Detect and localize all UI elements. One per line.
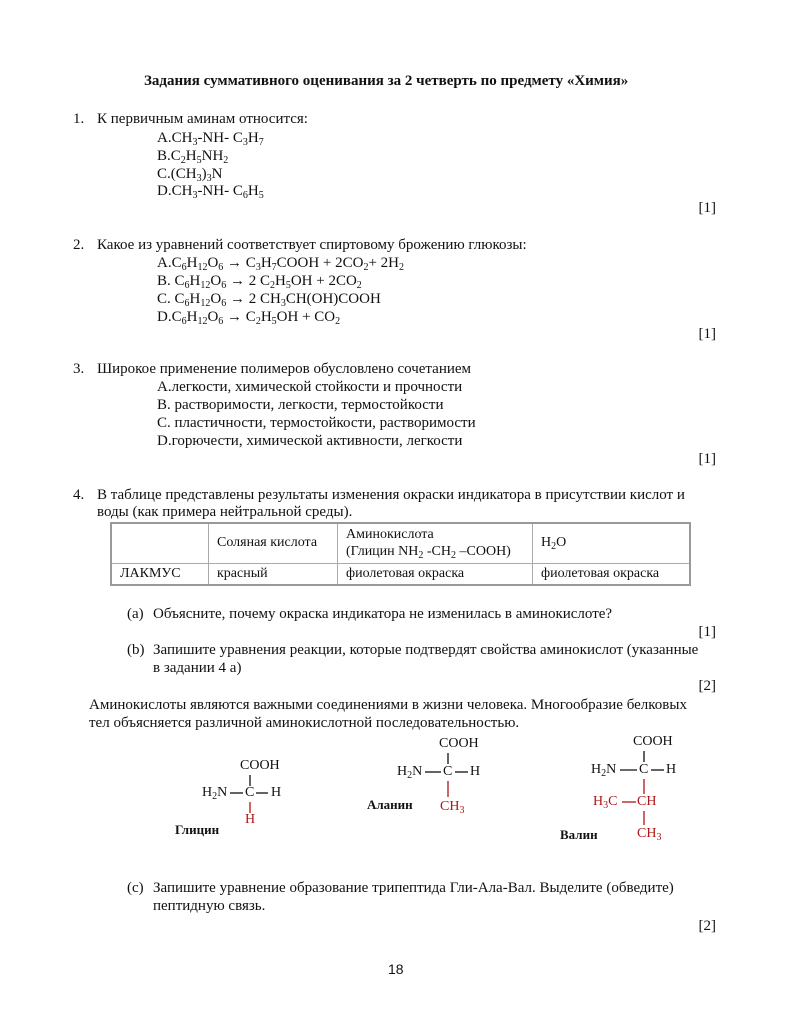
- q1-number: 1.: [73, 111, 85, 127]
- q3-text: Широкое применение полимеров обусловлено сочетанием: [97, 361, 472, 377]
- glycine-label: Глицин: [175, 822, 220, 837]
- table-cell-water: фиолетовая окраска: [533, 563, 691, 585]
- q1-option-b: $B.C_2H_5NH_2$: [157, 148, 229, 166]
- intro-line2: тел объясняется различной аминокислотной последовательностью.: [89, 715, 520, 731]
- q4c-label: (c): [127, 880, 144, 896]
- q4c-text-line1: Запишите уравнение образование трипептида Гли-Ала-Вал. Выделите (обведите): [153, 880, 674, 896]
- q2-option-a: $A.C_6H_{12}O_6$ → $C_3H_7COOH + 2CO_2+ 2H_2$: [157, 255, 405, 273]
- q1-text: К первичным аминам относится:: [97, 111, 308, 127]
- q3-option-b: B. растворимости, легкости, термостойкости: [157, 397, 444, 413]
- q4b-label: (b): [127, 642, 145, 658]
- q4b-text-line1: Запишите уравнения реакции, которые подтвердят свойства аминокислот (указанные: [153, 642, 699, 658]
- q2-option-b: B. $C_6H_{12}O_6 \to 2$ $C_2H_5OH + 2CO_2$: [157, 273, 362, 291]
- valine-label: Валин: [560, 827, 598, 842]
- q4a-text: Объясните, почему окраска индикатора не изменилась в аминокислоте?: [153, 606, 613, 622]
- q4-number: 4.: [73, 487, 85, 503]
- q3-option-a: A.легкости, химической стойкости и прочности: [157, 379, 463, 395]
- q1-score: [1]: [698, 200, 716, 216]
- table-row-label: ЛАКМУС: [111, 563, 209, 585]
- table-header-hcl: Соляная кислота: [209, 523, 338, 563]
- q4c-text-line2: пептидную связь.: [153, 898, 266, 914]
- q2-option-d: $D.C_6H_{12}O_6 \to C_2H_5OH + CO_2$: [157, 309, 341, 327]
- page-title: Задания суммативного оценивания за 2 четверть по предмету «Химия»: [144, 73, 629, 89]
- q4a-label: (a): [127, 606, 144, 622]
- q3-option-c: C. пластичности, термостойкости, растворимости: [157, 415, 476, 431]
- q3-number: 3.: [73, 361, 85, 377]
- q4b-text-line2: в задании 4 а): [153, 660, 242, 676]
- q4-text-line2: воды (как примера нейтральной среды).: [97, 504, 353, 520]
- q4-text-line1: В таблице представлены результаты изменения окраски индикатора в присутствии кислот и: [97, 487, 685, 503]
- q2-text: Какое из уравнений соответствует спиртовому брожению глюкозы:: [97, 237, 527, 253]
- q1-option-d: $D.CH_3-NH-$ $C_6H_5$: [157, 183, 264, 201]
- q2-score: [1]: [698, 326, 716, 342]
- table-cell-amino: фиолетовая окраска: [338, 563, 533, 585]
- page-number: 18: [388, 961, 404, 977]
- q4b-score: [2]: [698, 678, 716, 694]
- q2-option-c: C. $C_6H_{12}O_6 \to 2$ $CH_3CH(OH)COOH$: [157, 291, 381, 309]
- table-header-water: $H_2O$: [533, 523, 691, 563]
- q4c-score: [2]: [698, 918, 716, 934]
- q1-option-a: $A.CH_3-NH-$ $C_3H_7$: [157, 130, 264, 148]
- q4a-score: [1]: [698, 624, 716, 640]
- q1-option-c: $C.(CH_3)_3N$: [157, 166, 223, 184]
- intro-line1: Аминокислоты являются важными соединениями в жизни человека. Многообразие белковых: [89, 697, 687, 713]
- q3-option-d: D.горючести, химической активности, легкости: [157, 433, 463, 449]
- alanine-label: Аланин: [367, 797, 413, 812]
- table-cell-hcl: красный: [209, 563, 338, 585]
- q3-score: [1]: [698, 451, 716, 467]
- table-header-amino: Аминокислота (Глицин $NH_2$ $-CH_2$ –COOH): [338, 523, 533, 563]
- q2-number: 2.: [73, 237, 85, 253]
